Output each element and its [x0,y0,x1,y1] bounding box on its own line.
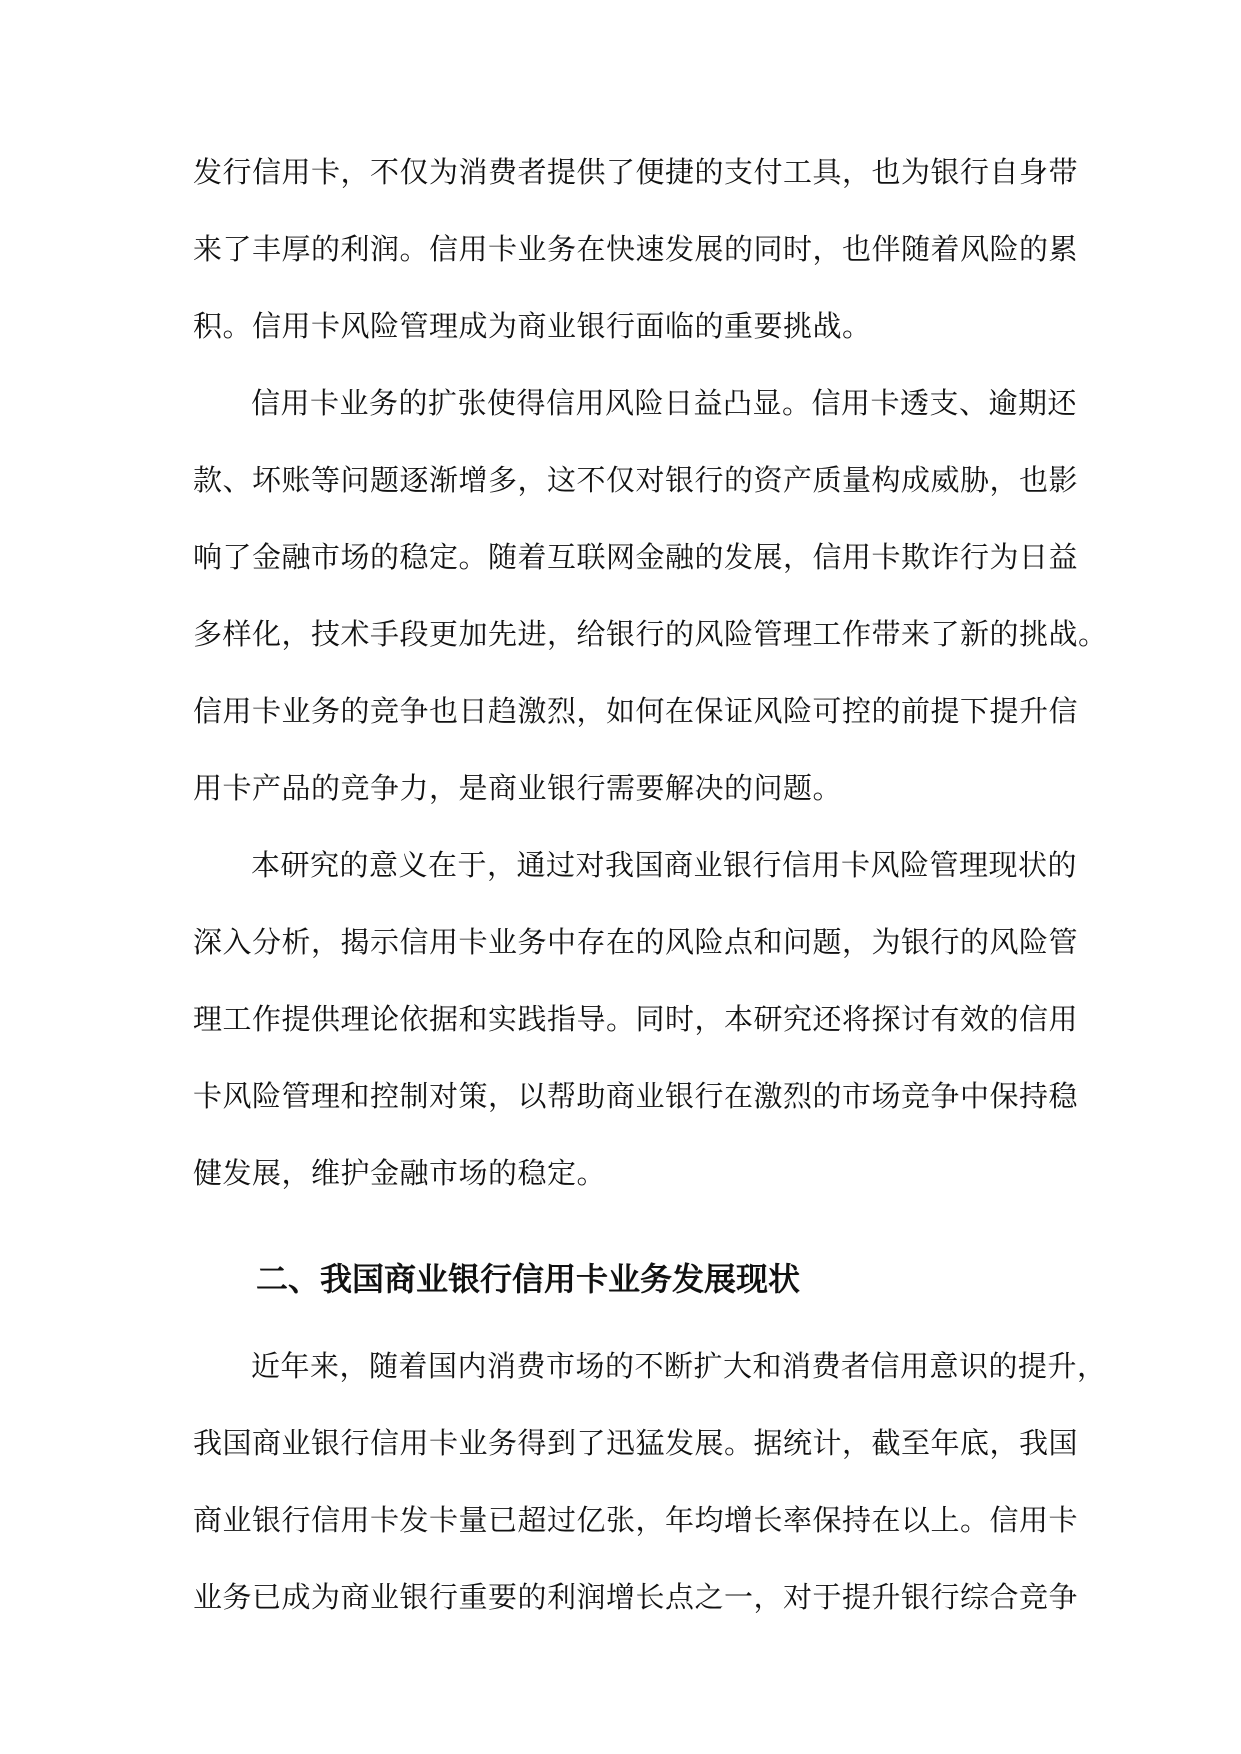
paragraph-line: 我国商业银行信用卡业务得到了迅猛发展。据统计，截至年底，我国 [193,1426,1079,1460]
section-paragraph [193,1332,1107,1640]
paragraph-line: 信用卡业务的竞争也日趋激烈，如何在保证风险可控的前提下提升信 [193,694,1079,728]
paragraph-line: 本研究的意义在于，通过对我国商业银行信用卡风险管理现状的 [251,848,1078,882]
paragraph-line: 发行信用卡，不仅为消费者提供了便捷的支付工具，也为银行自身带 [193,155,1079,189]
paragraph-line: 积。信用卡风险管理成为商业银行面临的重要挑战。 [193,309,872,343]
paragraph-line: 卡风险管理和控制对策，以帮助商业银行在激烈的市场竞争中保持稳 [193,1079,1079,1113]
paragraph-line: 款、坏账等问题逐渐增多，这不仅对银行的资产质量构成威胁，也影 [193,463,1079,497]
paragraph-line: 深入分析，揭示信用卡业务中存在的风险点和问题，为银行的风险管 [193,925,1079,959]
paragraph-line: 来了丰厚的利润。信用卡业务在快速发展的同时，也伴随着风险的累 [193,232,1079,266]
paragraph-line: 理工作提供理论依据和实践指导。同时，本研究还将探讨有效的信用 [193,1002,1079,1036]
paragraph-3 [193,831,1079,1216]
paragraph-line: 近年来，随着国内消费市场的不断扩大和消费者信用意识的提升， [251,1349,1107,1383]
paragraph-line: 健发展，维护金融市场的稳定。 [193,1156,607,1190]
section-heading: 二、我国商业银行信用卡业务发展现状 [256,1260,801,1298]
paragraph-1 [193,138,1079,369]
paragraph-2 [193,369,1108,831]
paragraph-line: 用卡产品的竞争力，是商业银行需要解决的问题。 [193,771,843,805]
paragraph-line: 多样化，技术手段更加先进，给银行的风险管理工作带来了新的挑战。 [193,617,1108,651]
paragraph-line: 业务已成为商业银行重要的利润增长点之一，对于提升银行综合竞争 [193,1580,1079,1614]
paragraph-line: 商业银行信用卡发卡量已超过亿张，年均增长率保持在以上。信用卡 [193,1503,1079,1537]
paragraph-line: 信用卡业务的扩张使得信用风险日益凸显。信用卡透支、逾期还 [251,386,1078,420]
document-page [193,138,1108,1640]
paragraph-line: 响了金融市场的稳定。随着互联网金融的发展，信用卡欺诈行为日益 [193,540,1079,574]
